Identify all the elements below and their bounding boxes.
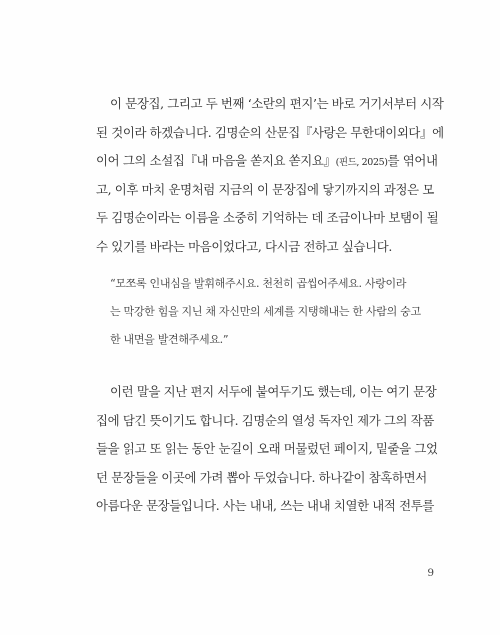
publisher-note: (핀드, 2025) — [335, 157, 388, 168]
paragraph-line: 수 있기를 바라는 마음이었다고, 다시금 전하고 싶습니다. — [96, 238, 392, 254]
paragraph-line: 이런 말을 지난 편지 서두에 붙여두기도 했는데, 이는 여기 문장 — [110, 384, 437, 399]
paragraph-line: 이 문장집, 그리고 두 번째 ‘소란의 편지’는 바로 거기서부터 시작 — [110, 96, 444, 111]
paragraph-line — [96, 147, 438, 176]
quote-line: 는 막강한 힘을 지닌 채 자신만의 세계를 지탱해내는 한 사람의 숭고 — [110, 305, 421, 318]
paragraph-line: 두 김명순이라는 이름을 소중히 기억하는 데 조금이나마 보탬이 될 — [96, 210, 439, 225]
quote-line: 한 내면을 발견해주세요.” — [110, 333, 229, 346]
page-number: 9 — [427, 567, 434, 579]
paragraph-line: 고, 이후 마치 운명처럼 지금의 이 문장집에 닿기까지의 과정은 모 — [96, 181, 434, 197]
paragraph-line: 던 문장들을 이곳에 가려 뽑아 두었습니다. 하나같이 참혹하면서 — [96, 469, 427, 485]
quote-line: “모쪼록 인내심을 발휘해주시요. 천천히 곱씹어주세요. 사랑이라 — [110, 277, 407, 290]
paragraph-1 — [96, 90, 444, 261]
paragraph-line: 아름다운 문장들입니다. 사는 내내, 쓰는 내내 치열한 내적 전투를 — [96, 498, 434, 513]
paragraph-line: 된 것이라 하겠습니다. 김명순의 산문집『사랑은 무한대이외다』에 — [96, 124, 444, 140]
paragraph-2 — [96, 378, 438, 521]
paragraph-line-part: 를 엮어내 — [387, 153, 438, 168]
paragraph-line: 집에 담긴 뜻이기도 합니다. 김명순의 열성 독자인 제가 그의 작품 — [96, 412, 434, 428]
paragraph-line: 들을 읽고 또 읽는 동안 눈길이 오래 머물렀던 페이지, 밑줄을 그었 — [96, 441, 438, 456]
paragraph-line-part: 이어 그의 소설집『내 마음을 쏟지요 쏟지요』 — [96, 153, 336, 168]
block-quote — [110, 270, 420, 354]
